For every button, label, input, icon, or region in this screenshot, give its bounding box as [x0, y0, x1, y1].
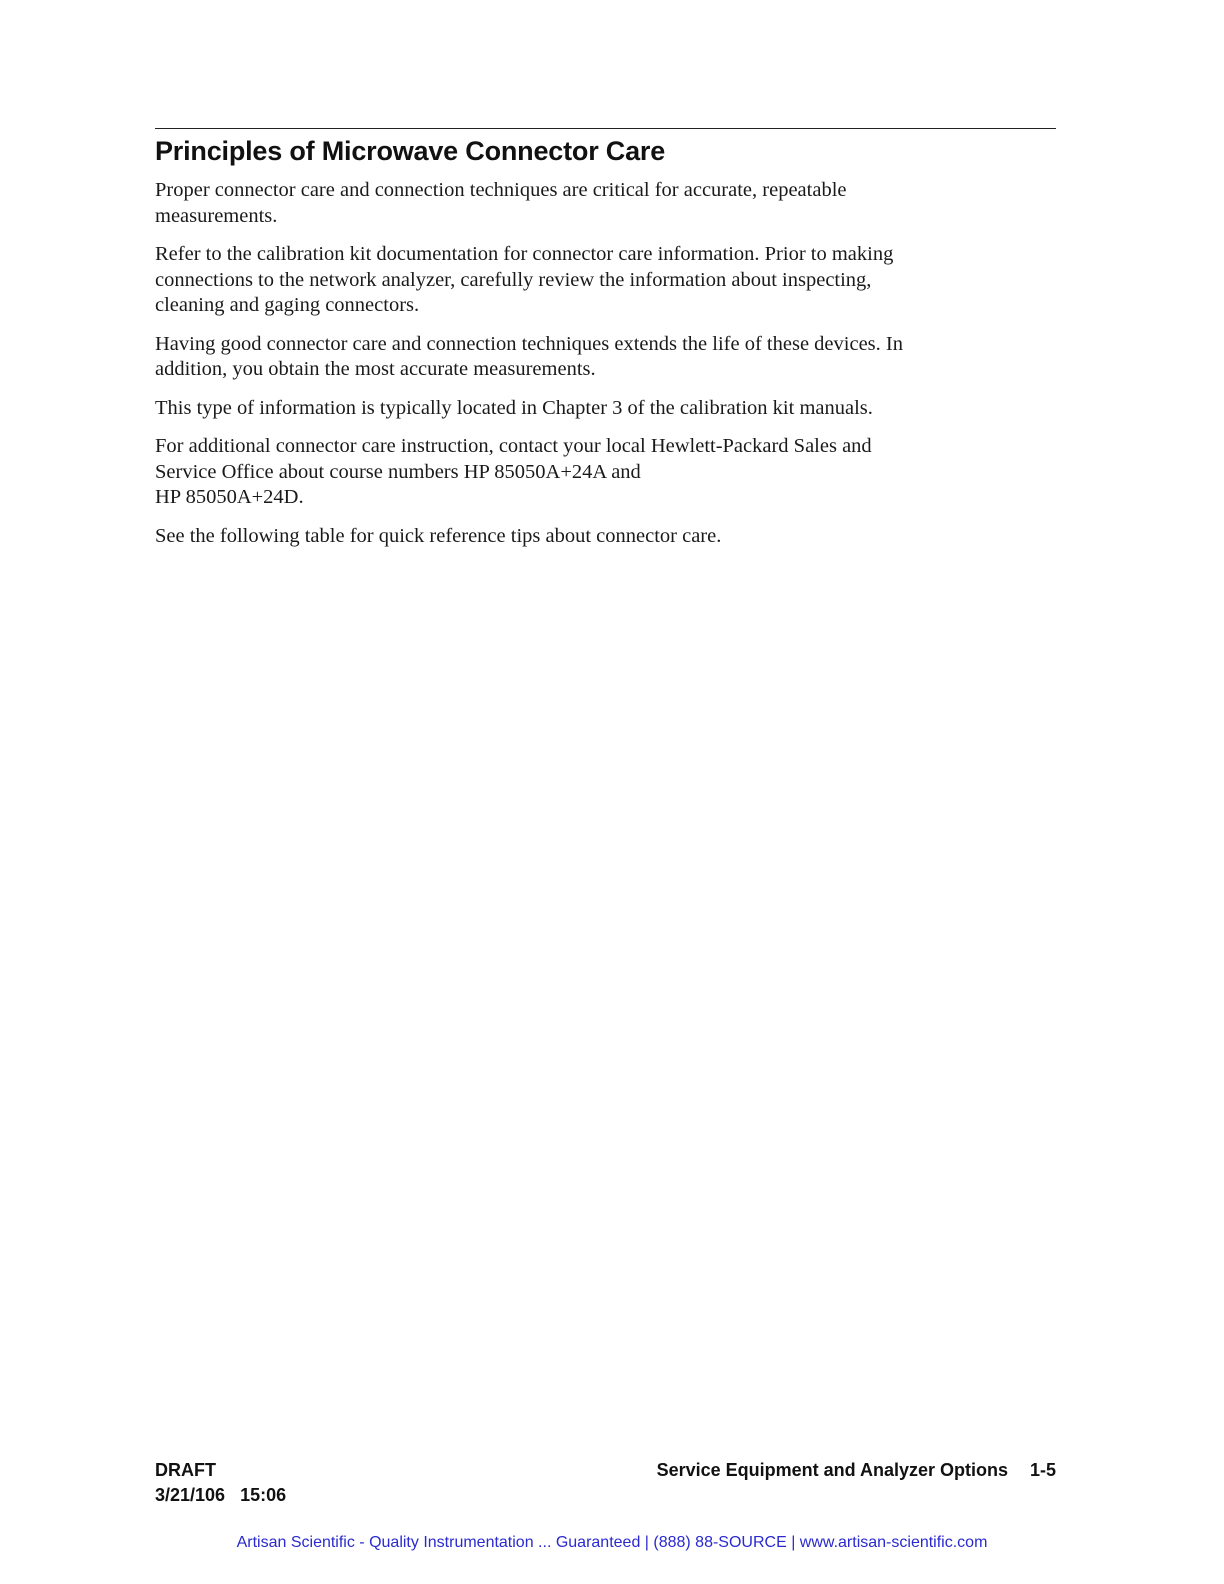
paragraph-line: Service Office about course numbers HP 85050A+24A and: [155, 460, 641, 483]
paragraph-6: [155, 524, 1035, 550]
paragraph-line: For additional connector care instruction, contact your local Hewlett-Packard Sales and: [155, 435, 872, 457]
footer-page-number: 1-5: [1029, 1460, 1056, 1480]
paragraph-line: addition, you obtain the most accurate measurements.: [155, 358, 596, 381]
footer-datetime: 3/21/106 15:06: [155, 1485, 287, 1505]
page-title: Principles of Microwave Connector Care: [155, 136, 666, 166]
paragraph-line: measurements.: [155, 204, 278, 227]
paragraph-3: [155, 332, 1035, 383]
paragraph-2: [155, 242, 1035, 319]
banner-text[interactable]: Artisan Scientific - Quality Instrumentation ... Guaranteed | (888) 88-SOURCE | www.artisan-scientific.com: [236, 1534, 988, 1551]
footer-left: [155, 1458, 286, 1508]
paragraph-4: [155, 396, 1035, 422]
body-text: [155, 178, 1035, 562]
footer-right: [657, 1458, 1056, 1483]
paragraph-line: Having good connector care and connection techniques extends the life of these devices. In: [155, 332, 903, 355]
artisan-banner[interactable]: [0, 1532, 1224, 1554]
paragraph-5: [155, 434, 1035, 511]
heading-rule: [155, 128, 1056, 129]
paragraph-line: cleaning and gaging connectors.: [155, 294, 420, 317]
paragraph-line: HP 85050A+24D.: [155, 486, 304, 509]
paragraph-line: connections to the network analyzer, carefully review the information about inspecting,: [155, 268, 872, 291]
footer-draft-label: DRAFT: [155, 1460, 216, 1480]
paragraph-line: Proper connector care and connection techniques are critical for accurate, repeatable: [155, 179, 847, 201]
footer-section-title: Service Equipment and Analyzer Options: [656, 1460, 1008, 1480]
paragraph-line: See the following table for quick reference tips about connector care.: [155, 524, 722, 547]
paragraph-1: [155, 178, 1035, 229]
paragraph-line: Refer to the calibration kit documentation for connector care information. Prior to making: [155, 243, 894, 265]
paragraph-line: This type of information is typically located in Chapter 3 of the calibration kit manuals.: [155, 396, 873, 419]
